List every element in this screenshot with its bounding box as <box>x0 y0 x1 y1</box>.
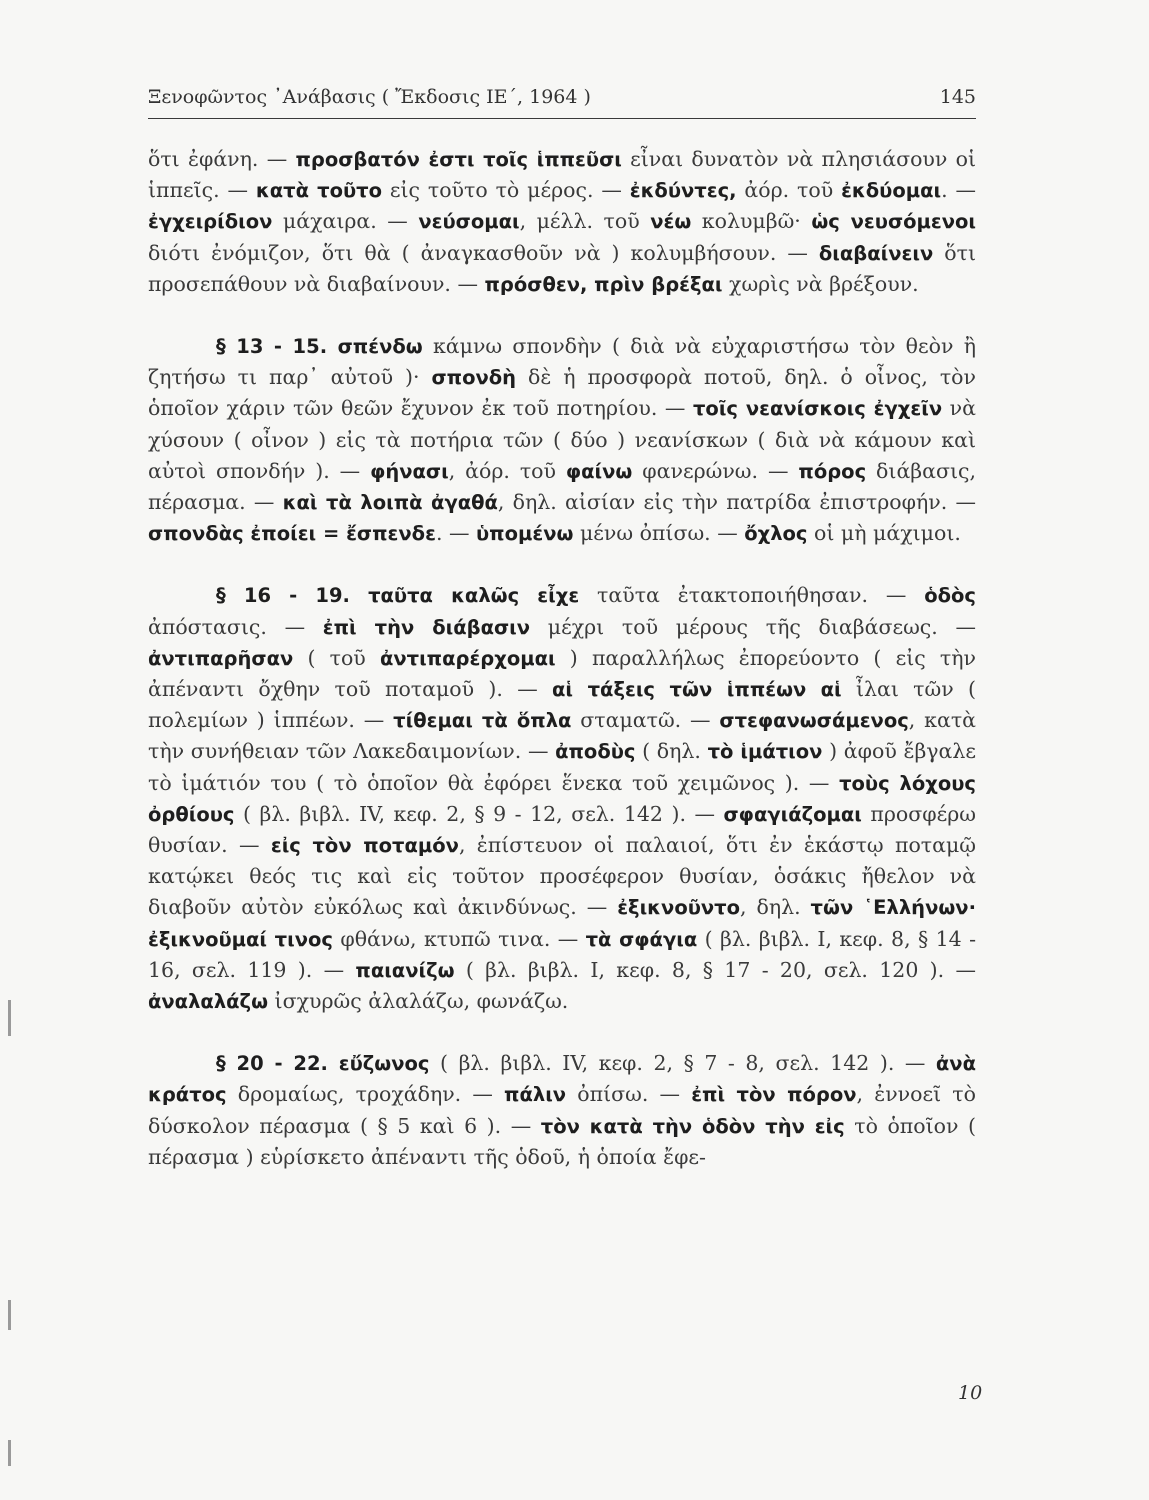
gloss-text: φανερώνω. — <box>632 458 799 483</box>
lemma-term: τὸ ἱμάτιον <box>707 740 823 764</box>
gloss-text <box>806 677 820 701</box>
gloss-text: ὅτι προσεπάθουν νὰ διαβαίνουν. — <box>148 240 976 296</box>
lemma-term: § 13 - 15. <box>216 335 338 359</box>
lemma-term: τὰ σφάγια <box>585 927 698 951</box>
gloss-text: , κατὰ τὴν συνήθειαν τῶν Λακεδαιμονίων. — <box>148 708 976 764</box>
lemma-term: σπονδὴ <box>431 366 517 390</box>
lemma-term: προσβατόν ἐστι τοῖς ἱππεῦσι <box>295 148 622 171</box>
gloss-text: ὅτι ἐφάνη. — <box>148 147 296 171</box>
paragraph-gap <box>148 300 976 331</box>
gloss-text: κάμνω σπονδὴν ( διὰ νὰ εὐχαριστήσω τὸν θεὸν ἢ ζητήσω τι παρ᾽ αὐτοῦ )· <box>148 334 976 390</box>
gloss-text: , ἐννοεῖ τὸ δύσκολον πέρασμα ( § 5 καὶ 6 ). — <box>148 1082 976 1138</box>
gloss-text: , δηλ. αἰσίαν εἰς τὴν πατρίδα ἐπιστροφήν. — <box>497 490 976 515</box>
lemma-term: τίθεμαι τὰ ὅπλα <box>393 709 572 733</box>
lemma-term: φήνασι <box>370 459 449 483</box>
commentary-body <box>148 144 976 1173</box>
gloss-text: ( βλ. βιβλ. I, κεφ. 8, § 14 - 16, σελ. 119 ). — <box>148 926 976 982</box>
gloss-text: ἀόρ. τοῦ <box>736 178 842 203</box>
lemma-term: καὶ τὰ λοιπὰ ἀγαθά <box>282 491 498 515</box>
lemma-term: ἐπὶ τὴν διάβασιν <box>322 615 531 639</box>
gloss-text: ) παραλλήλως ἐπορεύοντο ( εἰς τὴν ἀπέναντι ὄχθην τοῦ ποταμοῦ ). — <box>148 645 976 702</box>
gloss-text: ἰσχυρῶς ἀλαλάζω, φωνάζω. <box>268 989 569 1014</box>
gloss-text: δρομαίως, τροχάδην. — <box>226 1082 505 1107</box>
gloss-text: ) ἀφοῦ ἔβγαλε τὸ ἱμάτιόν του ( τὸ ὁποῖον θὰ ἐφόρει ἕνεκα τοῦ χειμῶνος ). — <box>148 739 977 795</box>
lemma-term: ὑπομένω <box>476 522 574 546</box>
paragraph-gap <box>148 1017 976 1048</box>
page-number: 145 <box>939 86 976 108</box>
signature-mark: 10 <box>958 1382 983 1404</box>
lemma-term: ἀποδὺς <box>555 740 636 764</box>
lemma-term: φαίνω <box>565 459 633 483</box>
gloss-text: χωρὶς νὰ βρέξουν. <box>722 271 919 296</box>
margin-mark <box>8 1000 11 1036</box>
lemma-term: εὔζωνος <box>338 1052 430 1076</box>
gloss-text: ( βλ. βιβλ. IV, κεφ. 2, § 9 - 12, σελ. 142 ). — <box>234 801 724 826</box>
gloss-text: μέχρι τοῦ μέρους τῆς διαβάσεως. — <box>530 614 976 639</box>
gloss-text: εἶναι δυνατὸν νὰ πλησιάσουν οἱ ἱππεῖς. — <box>148 147 976 203</box>
gloss-text: ( βλ. βιβλ. I, κεφ. 8, § 17 - 20, σελ. 120 ). — <box>454 957 977 982</box>
lemma-term: ἐπὶ τὸν πόρον <box>691 1083 857 1107</box>
lemma-term: τῶν ῾Ελλήνων· ἐξικνοῦμαί τινος <box>148 896 976 951</box>
gloss-text: εἰς τοῦτο τὸ μέρος. — <box>381 178 630 203</box>
gloss-text: , δηλ. <box>740 895 811 920</box>
lemma-term: σπονδὰς ἐποίει = ἔσπενδε <box>148 522 436 546</box>
lemma-term: ἀνὰ κράτος <box>148 1052 976 1107</box>
margin-mark <box>8 1440 11 1466</box>
gloss-text: νὰ χύσουν ( οἶνον ) εἰς τὰ ποτήρια τῶν ( δύο ) νεανίσκων ( διὰ νὰ κάμουν καὶ αὐτοὶ σπονδήν ). — <box>148 396 976 483</box>
lemma-term: στεφανωσάμενος <box>719 709 909 733</box>
gloss-text: ( τοῦ <box>293 645 380 670</box>
gloss-text: προσφέρω θυσίαν. — <box>148 801 977 858</box>
header-rule <box>148 118 976 119</box>
lemma-term: παιανίζω <box>355 958 455 982</box>
section-paragraph <box>148 331 976 549</box>
gloss-text: ( δηλ. <box>635 739 708 764</box>
gloss-text: σταματῶ. — <box>571 708 720 733</box>
margin-mark <box>8 1300 11 1330</box>
lemma-term: ἀντιπαρῆσαν <box>148 646 294 670</box>
gloss-text: διότι ἐνόμιζον, ὅτι θὰ ( ἀναγκασθοῦν νὰ ) κολυμβήσουν. — <box>148 240 819 265</box>
running-header <box>148 86 976 108</box>
lemma-term: ταῦτα καλῶς εἶχε <box>368 584 580 608</box>
lemma-term: αἱ <box>820 678 842 702</box>
lemma-term: πάλιν <box>504 1083 567 1107</box>
lemma-term: ἐγχειρίδιον <box>148 210 273 234</box>
lemma-term: ὡς νευσόμενοι <box>811 210 977 234</box>
gloss-text: , ἀόρ. τοῦ <box>448 458 566 483</box>
gloss-text: , μέλλ. τοῦ <box>519 209 651 234</box>
gloss-text: οἱ μὴ μάχιμοι. <box>807 521 961 546</box>
lemma-term: νέω <box>650 210 692 234</box>
gloss-text: διάβασις, πέρασμα. — <box>148 458 977 515</box>
lemma-term: § 20 - 22. <box>216 1052 339 1076</box>
lemma-term: ἐκδύντες, <box>629 179 737 203</box>
lemma-term: νεύσομαι <box>418 210 520 234</box>
lemma-term: § 16 - 19. <box>216 584 369 608</box>
gloss-text: ἶλαι τῶν ( πολεμίων ) ἱππέων. — <box>148 677 976 733</box>
gloss-text: δὲ ἡ προσφορὰ ποτοῦ, δηλ. ὁ οἶνος, τὸν ὁποῖον χάριν τῶν θεῶν ἔχυνον ἐκ τοῦ ποτηρίου. — <box>148 365 976 421</box>
gloss-text: . — <box>941 178 976 203</box>
lemma-term: ὁδὸς <box>924 584 976 608</box>
gloss-text: μάχαιρα. — <box>272 209 419 234</box>
gloss-text: μένω ὀπίσω. — <box>573 521 745 546</box>
paragraph <box>148 144 976 300</box>
gloss-text: κολυμβῶ· <box>691 209 812 234</box>
paragraph-gap <box>148 549 976 580</box>
lemma-term: ἀναλαλάζω <box>148 990 269 1014</box>
running-title: Ξενοφῶντος ᾿Ανάβασις ( Ἔκδοσις ΙΕ΄, 1964 ) <box>148 86 591 108</box>
lemma-term: εἰς τὸν ποταμόν <box>270 834 459 858</box>
gloss-text: τὸ ὁποῖον ( πέρασμα ) εὑρίσκετο ἀπέναντι τῆς ὁδοῦ, ἡ ὁποία ἔφε- <box>148 1113 976 1169</box>
gloss-text: ταῦτα ἐτακτοποιήθησαν. — <box>579 583 925 608</box>
lemma-term: σπένδω <box>337 335 423 359</box>
gloss-text: . — <box>435 521 476 546</box>
lemma-term: διαβαίνειν <box>818 241 934 265</box>
section-paragraph <box>148 580 976 1017</box>
gloss-text: ἀπόστασις. — <box>148 614 323 639</box>
section-paragraph <box>148 1048 976 1173</box>
lemma-term: ἀντιπαρέρχομαι <box>379 646 556 670</box>
gloss-text: φθάνω, κτυπῶ τινα. — <box>332 926 586 951</box>
lemma-term: αἱ τάξεις τῶν ἱππέων <box>552 678 807 702</box>
lemma-term: ἐκδύομαι <box>841 179 942 203</box>
lemma-term: τοῖς νεανίσκοις ἐγχεῖν <box>692 397 943 421</box>
lemma-term: πόρος <box>798 459 867 483</box>
lemma-term: κατὰ τοῦτο <box>255 179 382 203</box>
gloss-text: ὀπίσω. — <box>566 1082 692 1107</box>
gloss-text: , ἐπίστευον οἱ παλαιοί, ὅτι ἐν ἑκάστῳ ποταμῷ κατῴκει θεός τις καὶ εἰς τοῦτον προσέφερον θυσίαν, ὁσάκις ἤθελον νὰ διαβοῦν αὐτὸν εὐκόλως καὶ ἀκινδύνως. — <box>148 833 977 920</box>
lemma-term: πρόσθεν, πρὶν βρέξαι <box>484 272 723 296</box>
lemma-term: σφαγιάζομαι <box>723 802 862 826</box>
gloss-text: ( βλ. βιβλ. IV, κεφ. 2, § 7 - 8, σελ. 142 ). — <box>429 1051 936 1076</box>
lemma-term: ὄχλος <box>744 522 808 546</box>
lemma-term: ἐξικνοῦντο <box>617 896 741 920</box>
lemma-term: τὸν κατὰ τὴν ὁδὸν τὴν εἰς <box>540 1114 845 1138</box>
lemma-term: τοὺς λόχους ὀρθίους <box>148 771 976 826</box>
